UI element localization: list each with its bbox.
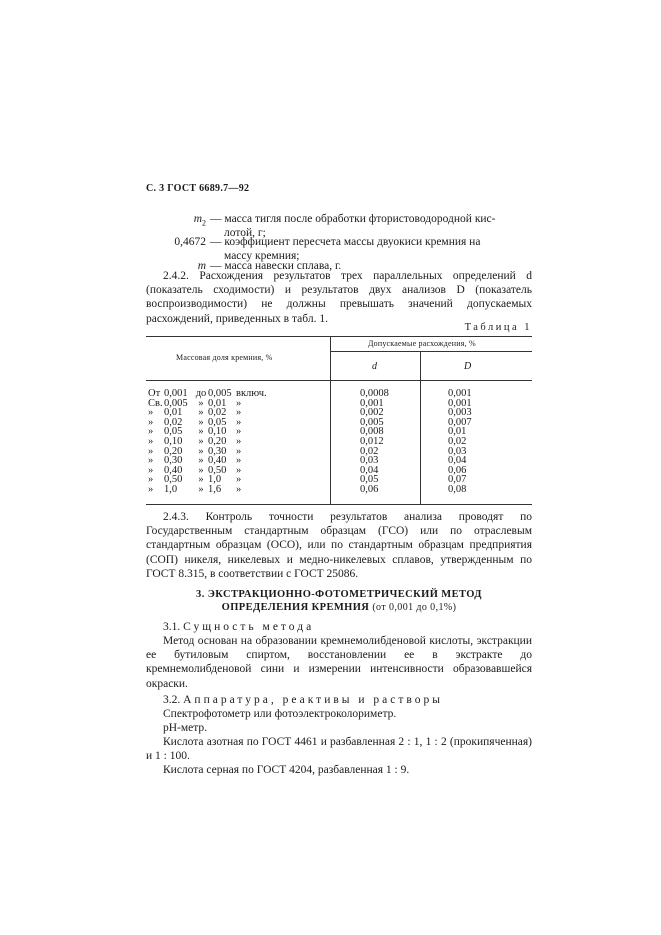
definition-symbol: $m_2$ (193, 213, 206, 228)
table-cell-D: 0,04 (448, 455, 467, 467)
table-header-D: D (464, 361, 472, 372)
list-item: Кислота азотная по ГОСТ 4461 и разбавленная 2 : 1, 1 : 2 (прокипяченная) и 1 : 100. (146, 736, 532, 763)
table-cell-hi: 0,30 (208, 445, 227, 457)
table-cell-mid: » (198, 484, 204, 495)
table-cell-hi: 0,05 (208, 416, 227, 428)
table-cell-mid: » (198, 407, 204, 419)
table-cell-hi: 0,40 (208, 455, 227, 467)
table-cell-D: 0,003 (448, 407, 472, 419)
table-cell-D: 0,07 (448, 474, 467, 486)
table-cell-pre: От (148, 388, 161, 399)
table-cell-lo: 0,50 (164, 474, 183, 486)
table-cell-mid: » (198, 474, 204, 486)
table-cell-pre: » (148, 464, 154, 476)
table-cell-d: 0,012 (360, 436, 384, 447)
table-header-mass: Массовая доля кремния, % (176, 353, 273, 362)
table-bottom-rule (146, 504, 532, 505)
table-cell-lo: 0,005 (164, 397, 188, 409)
table-cell-d: 0,03 (360, 455, 379, 467)
table-subheader-rule (330, 351, 532, 352)
table-cell-d: 0,008 (360, 426, 384, 438)
table-cell-suf: » (236, 445, 242, 457)
table-cell-mid: » (198, 426, 204, 438)
table-header-d: d (372, 361, 378, 372)
table-cell-mid: » (198, 464, 204, 476)
table-cell-lo: 0,20 (164, 445, 183, 457)
table-cell-d: 0,001 (360, 397, 384, 409)
page-header: С. 3 ГОСТ 6689.7—92 (146, 183, 250, 194)
paragraph-3-1: Метод основан на образовании кремнемолибденовой кислоты, экстракции ее бутиловым спиртом, восстановлении ее в экстракте до кремнемолибденовой сини и измерении интенсивности образовавшейся окраски. (146, 635, 532, 690)
table-cell-suf: » (236, 426, 242, 438)
table-cell-d: 0,06 (360, 484, 379, 495)
table-cell-D: 0,06 (448, 464, 467, 476)
table-cell-hi: 0,02 (208, 407, 227, 419)
table-header-rule (146, 380, 532, 381)
table-cell-suf: включ. (236, 388, 267, 399)
table-cell-D: 0,001 (448, 397, 472, 409)
section-3-title: 3. ЭКСТРАКЦИОННО-ФОТОМЕТРИЧЕСКИЙ МЕТОД ОПРЕДЕЛЕНИЯ КРЕМНИЯ (от 0,001 до 0,1%) (196, 589, 482, 613)
table-cell-D: 0,02 (448, 436, 467, 447)
subsection-3-1-heading: 3.1. Сущность метода (163, 621, 315, 633)
table-cell-hi: 1,6 (208, 484, 222, 495)
table-cell-suf: » (236, 484, 242, 495)
table-cell-hi: 0,01 (208, 397, 227, 409)
table-cell-lo: 0,01 (164, 407, 183, 419)
table-cell-pre: » (148, 416, 154, 428)
table-cell-pre: » (148, 445, 154, 457)
table-top-rule (146, 336, 532, 337)
table-cell-pre: » (148, 484, 154, 495)
table-cell-suf: » (236, 416, 242, 428)
table-cell-lo: 0,02 (164, 416, 183, 428)
table-cell-mid: » (198, 455, 204, 467)
table-cell-d: 0,005 (360, 416, 384, 428)
table-cell-pre: » (148, 407, 154, 419)
definition-symbol: m (197, 260, 206, 272)
paragraph-2-4-3: 2.4.3. Контроль точности результатов анализа проводят по Государственным стандартным образцам (ГСО) или по отраслевым стандартным образцам (ОСО), или по стандартным образцам предприятия (СОП) никеля, никелевых и медно-никелевых сплавов, утвержденным по ГОСТ 8.315, в соответствии с ГОСТ 25086. (146, 511, 532, 580)
table-cell-suf: » (236, 436, 242, 447)
table-cell-mid: до (195, 388, 207, 399)
document-page: С. 3 ГОСТ 6689.7—92 $m_2$ — масса тигля после обработки фтористоводородной кис- лотой, г; 0,4672 — коэффициент пересчета массы двуокиси кремния на массу кремния; m — масса навески сплава, г. 2.4.2. Расхождения результатов трех параллельных определений d (показатель сходимости) и результатов двух анализов D (показатель воспроизводимости) не должны превышать значений допускаемых расхождений, приведенных в табл. 1. Таблица 1 Массовая доля кремния, % Допускаемые расхождения, % d D От 0,001 до 0,005 включ. 0,0008 0,001 Св. 0,005 » 0,01 » 0,001 0,001 » 0,01 » 0,02 » 0,002 0,003 » 0,02 » 0,05 » 0,005 0,007 » 0,05 » 0,10 » 0,008 0,01 » 0,10 » 0,20 » 0,012 0,02 » 0,20 » 0,30 » 0,02 0,03 » 0,30 » 0,40 » 0,03 0,04 » 0,40 » 0,50 » 0,04 0,06 » 0,50 » 1,0 » 0,05 0,07 » 1,0 » 1,6 » 0,06 0,08 2.4.3. Контроль точности результатов анализа проводят по Государственным стандартным образцам (ГСО) или по отраслевым стандартным образцам (ОСО), или по стандартным образцам предприятия (СОП) никеля, никелевых и медно-никелевых сплавов, утвержденным по ГОСТ 8.315, в соответствии с ГОСТ 25086. 3. ЭКСТРАКЦИОННО-ФОТОМЕТРИЧЕСКИЙ МЕТОД ОПРЕДЕЛЕНИЯ КРЕМНИЯ (от 0,001 до 0,1%) 3.1. Сущность метода Метод основан на образовании кремнемолибденовой кислоты, экстракции ее бутиловым спиртом, восстановлении ее в экстракте до кремнемолибденовой сини и измерении интенсивности образовавшейся окраски. 3.2. Аппаратура, реактивы и растворы Спектрофотометр или фотоэлектроколориметр. pH-метр. Кислота азотная по ГОСТ 4461 и разбавленная 2 : 1, 1 : 2 (прокипяченная) и 1 : 100. Кислота серная по ГОСТ 4204, разбавленная 1 : 9. (146, 183, 532, 776)
table-cell-lo: 0,001 (164, 388, 188, 399)
table-cell-lo: 0,10 (164, 436, 183, 447)
table-cell-mid: » (198, 416, 204, 428)
table-cell-hi: 0,50 (208, 464, 227, 476)
table-cell-D: 0,007 (448, 416, 472, 428)
list-item: Кислота серная по ГОСТ 4204, разбавленная 1 : 9. (163, 764, 410, 776)
table-cell-mid: » (198, 436, 204, 447)
list-item: Спектрофотометр или фотоэлектроколориметр. (163, 708, 397, 720)
table-cell-d: 0,02 (360, 445, 379, 457)
table-cell-pre: » (148, 436, 154, 447)
table-cell-lo: 0,05 (164, 426, 183, 438)
table-col-divider (420, 351, 421, 504)
table-cell-mid: » (198, 397, 204, 409)
table-cell-hi: 0,005 (208, 388, 232, 399)
table-cell-suf: » (236, 474, 242, 486)
subsection-3-2-heading: 3.2. Аппаратура, реактивы и растворы (163, 694, 443, 706)
table-cell-hi: 0,10 (208, 426, 227, 438)
table-cell-d: 0,002 (360, 407, 384, 419)
table-cell-pre: » (148, 455, 154, 467)
table-cell-pre: » (148, 426, 154, 438)
table-cell-d: 0,04 (360, 464, 379, 476)
table-cell-hi: 0,20 (208, 436, 227, 447)
table-cell-lo: 0,30 (164, 455, 183, 467)
table-cell-d: 0,05 (360, 474, 379, 486)
table-cell-D: 0,08 (448, 484, 467, 495)
table-cell-d: 0,0008 (360, 388, 389, 399)
table-cell-pre: Св. (148, 397, 163, 409)
table-cell-suf: » (236, 464, 242, 476)
table-cell-lo: 1,0 (164, 484, 178, 495)
table-cell-suf: » (236, 397, 242, 409)
table-cell-D: 0,03 (448, 445, 467, 457)
table-cell-hi: 1,0 (208, 474, 222, 486)
definition-symbol: 0,4672 (174, 236, 206, 248)
table-cell-mid: » (198, 445, 204, 457)
table-cell-lo: 0,40 (164, 464, 183, 476)
table-header-allowed: Допускаемые расхождения, % (368, 339, 476, 348)
table-cell-D: 0,001 (448, 388, 472, 399)
table-col-divider (330, 336, 331, 504)
list-item: pH-метр. (163, 722, 208, 734)
table-cell-suf: » (236, 407, 242, 419)
table-cell-suf: » (236, 455, 242, 467)
paragraph-2-4-2: 2.4.2. Расхождения результатов трех параллельных определений d (показатель сходимости) и результатов двух анализов D (показатель воспроизводимости) не должны превышать значений допускаемых расхождений, приведенных в табл. 1. (146, 270, 532, 325)
table-cell-D: 0,01 (448, 426, 467, 438)
table-cell-pre: » (148, 474, 154, 486)
table-caption: Таблица 1 (464, 322, 532, 333)
